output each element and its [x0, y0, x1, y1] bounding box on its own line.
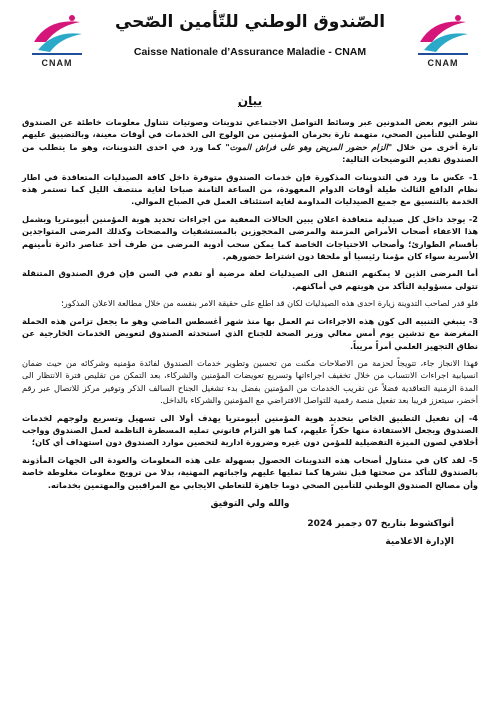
cnam-logo-text: CNAM	[427, 58, 459, 68]
intro-text-after: كما ورد في احدى التدوينات، وهو ما يتطلب من الصندوق تقديم التوضيحات التالية:	[22, 141, 478, 165]
document-title-text: بيان	[237, 94, 263, 108]
paragraph-3: 3- ينبغي التنبيه الى كون هذه الاجراءات تم العمل بها منذ شهر أغسطس الماضي وهو ما يجعل تزامن هذه الحملة المغرضة مع تدشين يوم أمس معالي وزير الصحة للجناح الذي استحدثه الصندوق لتعويض الخدمات الخارجية عن نطاق التجهيز العلمي أمراً مريباً.	[22, 315, 478, 351]
document-title	[22, 94, 478, 108]
intro-quote: "الزام حضور المريض وهو على فراش الموت"	[225, 141, 393, 152]
org-name-arabic: الصّندوق الوطني للتّأمين الصّحي	[114, 12, 386, 32]
cnam-logo-text: CNAM	[41, 58, 73, 68]
paragraph-4: 4- إن تفعيل التطبيق الخاص بتحديد هوية المؤمنين أبيومتريا يهدف أولا الى تسهيل وتسريع ولوجهم لخدمات الصندوق ويجعل الاستفادة منها حكراً عليهم، كما هو التزام قانوني تمليه المسطرة الناظمة لعمل الصندوق وواجب أخلاقي لصون الميزة التفضيلية للمؤمن دون غيره وضرورة ادارية لتحصين موارد الصندوق دون استهداف أي كان؛	[22, 412, 478, 448]
paragraph-2-followup: أما المرضى الذين لا يمكنهم التنقل الى الصيدليات لعلة مرضية أو تقدم في السن فإن فرق الصندوق المتنقلة تتولى مسؤولية التأكد من هويتهم في أماكنهم.	[22, 268, 478, 291]
org-name-french: Caisse Nationale d’Assurance Maladie - CNAM	[133, 46, 367, 58]
cnam-logo-right	[414, 12, 472, 72]
paragraph-2-note: فلو قدر لصاحب التدوينة زيارة احدى هذه الصيدليات لكان قد اطلع على حقيقة الامر بنفسه من خلال مطالعة الاعلان المذكور؛	[61, 298, 478, 309]
intro-text-before: نشر اليوم بعض المدونين عبر وسائط التواصل الاجتماعي تدوينات وصوتيات تتناول معلومات خاطئة عن الصندوق الوطني للتأمين الصحي، متهمة تارة بحرمان المؤمنين من الولوج الى الخدمات في أوقات معينة، وبالتضييق عليهم تارة أخرى من خلال	[22, 117, 478, 152]
signature: الإدارة الاعلامية	[385, 536, 454, 547]
paragraph-5: 5- لقد كان في متناول أصحاب هذه التدوينات الحصول بسهولة على هذه المعلومات والعودة الى الجهات المأذونة بالصندوق للتأكد من صحتها قبل نشرها كما تمليها عليهم واجباتهم المهنية، بدلا من ترويج معلومات مغلوطة خاصة وأن مصالح الصندوق الوطني للتأمين الصحي دوما جاهزة للتعاطي الايجابي مع المراقبين والمهتمين بخدماته.	[22, 454, 478, 490]
place-and-date: أنواكشوط بتاريخ 07 دجمبر 2024	[307, 518, 454, 529]
letterhead	[22, 0, 478, 80]
intro-paragraph	[22, 116, 478, 166]
statement-body	[22, 116, 478, 491]
cnam-logo-mark	[28, 12, 86, 58]
paragraph-1: 1- عكس ما ورد في التدوينات المذكورة فإن خدمات الصندوق متوفرة داخل كافة الصيدليات المتعاقدة في اطار نظام الدافع الثالث طيلة أوقات الدوام المعهودة، من الساعة الثامنة صباحا لغاية منتصف الليل كما تستمر هذه الخدمة بالتنسيق مع جميع الصيدليات المداومة لغاية استئناف العمل في الصباح الموالي.	[22, 171, 478, 207]
cnam-logo-mark	[414, 12, 472, 58]
paragraph-2: 2- يوجد داخل كل صيدلية متعاقدة اعلان يبين الحالات المعفية من اجراءات تحديد هوية المؤمنين أبيومتريا ويشمل هذا الاعفاء أصحاب الأمراض المزمنة والمرضى المحجوزين بالمستشفيات والمصحات وكذلك المرضى المتواجدين بأقسام الطوارئ؛ وأصحاب الاحتياجات الخاصة كما يمكن سحب أدوية المرضى من طرف أحد عناصر دائرة تأمينهم الأسرية سواء كان مؤمنا رئيسيا أو ملحقا دون اشتراط حضورهم.	[22, 213, 478, 262]
closing-line: والله ولي التوفيق	[210, 498, 290, 509]
paragraph-3-followup: فهذا الانجاز جاء، تتويجاً لحزمة من الاصلاحات مكنت من تحسين وتطوير خدمات الصندوق لفائدة مؤمنيه وشركائه من حيث ضمان انسيابية اجراءات الانتساب من خلال تخفيف اجراءاتها وتسريع تعويضات المؤمنين والشركاء، بعد التمكن من تقليص فترة الانتظار الى المدة الزمنية التعاقدية فضلاً عن تقريب الخدمات من المؤمنين بفضل بدء تشغيل الجناح السالف الذكر وتوفير مركز للاتصال عبر رقم أخضر، سيتعزز قريبا بعد تفعيل منصة رقمية للتواصل الافتراضي مع المؤمنين والشركاء بالداخل.	[22, 357, 478, 406]
cnam-logo-left	[28, 12, 86, 72]
